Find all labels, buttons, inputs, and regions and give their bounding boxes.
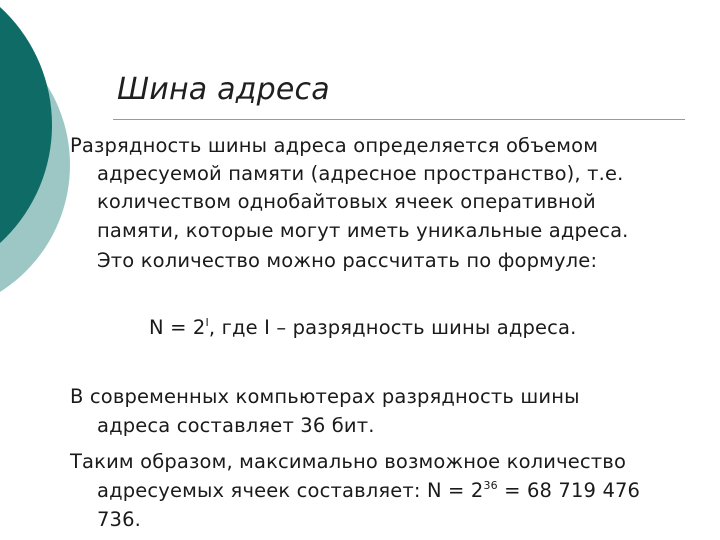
slide-title: Шина адреса — [117, 72, 330, 107]
paragraph2-line: В современных компьютерах разрядность шины — [70, 385, 580, 408]
formula — [149, 313, 576, 343]
paragraph1-line: памяти, которые могут иметь уникальные адреса. — [97, 219, 629, 242]
decorative-circles — [0, 0, 80, 300]
paragraph1-line: адресуемой памяти (адресное пространство), т.е. — [97, 162, 624, 185]
formula-prefix: N = 2 — [149, 316, 206, 339]
formula-exponent: I — [205, 316, 209, 329]
max-cells-exponent: 36 — [483, 479, 498, 492]
max-cells-suffix: = 68 719 476 — [497, 479, 641, 502]
paragraph3-line — [70, 476, 640, 506]
paragraph1-line: количеством однобайтовых ячеек оперативной — [97, 190, 596, 213]
paragraph1-line: Разрядность шины адреса определяется объемом — [70, 134, 599, 157]
formula-suffix: , где I – разрядность шины адреса. — [208, 316, 577, 339]
paragraph3-line: Таким образом, максимально возможное количество — [70, 450, 627, 473]
title-divider — [113, 119, 685, 120]
paragraph2-line: адреса составляет 36 бит. — [97, 414, 375, 437]
max-cells-prefix: адресуемых ячеек составляет: N = 2 — [97, 479, 484, 502]
paragraph3-line: 736. — [97, 508, 142, 531]
paragraph1-line: Это количество можно рассчитать по формуле: — [97, 249, 598, 272]
